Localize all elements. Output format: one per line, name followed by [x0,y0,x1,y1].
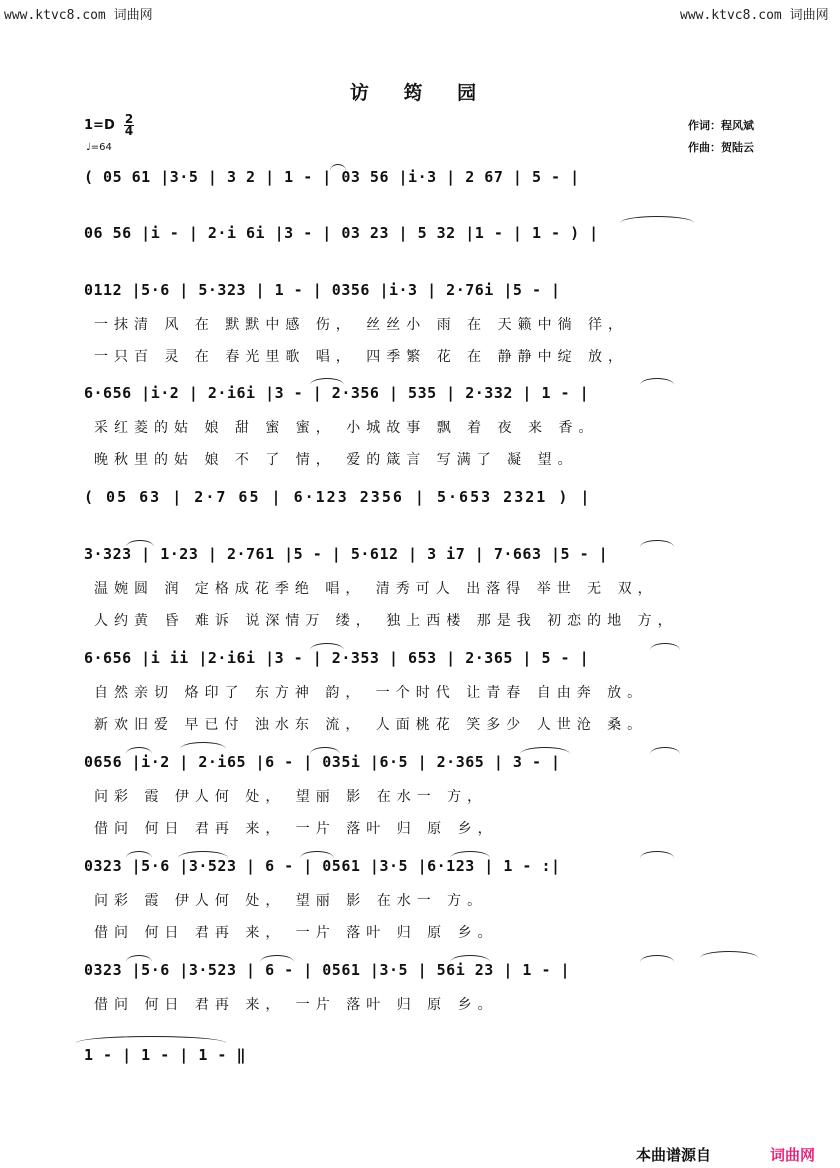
slur-mark [126,851,152,858]
slur-mark [650,747,680,754]
tie-mark [620,216,694,223]
watermark-left: www.ktvc8.com 词曲网 [4,8,153,23]
lyric-line-3b: 一只百 灵 在 春光里歌 唱， 四季繁 花 在 静静中绽 放， [94,349,629,365]
slur-mark [310,747,340,754]
composer-credit: 作曲：贺陆云 [688,141,754,154]
slur-mark [126,747,152,754]
lyric-line-3a: 一抹清 风 在 默默中感 伤， 丝丝小 雨 在 天籁中徜 徉， [94,317,629,333]
lyric-line-4b: 晚秋里的姑 娘 不 了 情， 爱的箴言 写满了 凝 望。 [94,452,578,468]
slur-mark [450,851,490,858]
slur-mark [520,747,570,754]
slur-mark [260,955,294,962]
notation-line-1: ( 05 61 |3·5 | 3 2 | 1 - | 03 56 |i·3 | 2 67 | 5 - | [84,168,580,186]
time-signature [124,114,134,137]
lyric-line-9a: 问彩 霞 伊人何 处， 望丽 影 在水一 方。 [94,893,488,909]
slur-mark [126,540,154,547]
notation-line-8: 0656 |i·2 | 2·i65 |6 - | 035i |6·5 | 2·365 | 3 - | [84,753,561,771]
footer-logo[interactable]: 词曲网 [770,1146,816,1164]
slur-mark [178,851,228,858]
notation-line-4: 6·656 |i·2 | 2·i6i |3 - | 2·356 | 535 | 2·332 | 1 - | [84,384,590,402]
key-signature: 1=D [84,118,115,133]
lyric-line-4a: 采红菱的姑 娘 甜 蜜 蜜， 小城故事 飘 着 夜 来 香。 [94,420,599,436]
notation-line-2: 06 56 |i - | 2·i 6i |3 - | 03 23 | 5 32 |1 - | 1 - ) | [84,224,599,242]
lyric-line-9b: 借问 何日 君再 来， 一片 落叶 归 原 乡。 [94,925,498,941]
slur-mark [640,540,674,547]
notation-line-10: 0323 |5·6 |3·523 | 6 - | 0561 |3·5 | 56i 23 | 1 - | [84,961,571,979]
notation-line-6: 3·323 | 1·23 | 2·761 |5 - | 5·612 | 3 i7 | 7·663 |5 - | [84,545,609,563]
notation-line-9: 0323 |5·6 |3·523 | 6 - | 0561 |3·5 |6·123 | 1 - :| [84,857,561,875]
slur-mark [310,378,344,385]
tie-mark [76,1036,226,1043]
watermark-right: www.ktvc8.com 词曲网 [680,8,829,23]
tempo-mark: ♩=64 [86,142,112,153]
lyric-line-10a: 借问 何日 君再 来， 一片 落叶 归 原 乡。 [94,997,498,1013]
time-signature-bottom: 4 [124,124,134,138]
notation-line-5: ( 05 63 | 2·7 65 | 6·123 2356 | 5·653 2321 ) | [84,488,592,506]
slur-mark [650,643,680,650]
slur-mark [180,742,226,749]
slur-mark [330,164,346,171]
slur-mark [126,955,152,962]
lyric-line-7a: 自然亲切 烙印了 东方神 韵， 一个时代 让青春 自由奔 放。 [94,685,648,701]
notation-line-3: 0112 |5·6 | 5·323 | 1 - | 0356 |i·3 | 2·76i |5 - | [84,281,561,299]
slur-mark [450,955,490,962]
notation-line-11: 1 - | 1 - | 1 - ‖ [84,1046,247,1064]
slur-mark [300,851,334,858]
lyricist-credit: 作词：程风斌 [688,119,754,132]
notation-line-7: 6·656 |i ii |2·i6i |3 - | 2·353 | 653 | 2·365 | 5 - | [84,649,590,667]
slur-mark [640,378,674,385]
footer-source: 本曲谱源自 [636,1146,712,1164]
lyric-line-6a: 温婉圆 润 定格成花季绝 唱， 清秀可人 出落得 举世 无 双， [94,581,658,597]
lyric-line-7b: 新欢旧爱 早已付 浊水东 流， 人面桃花 笑多少 人世沧 桑。 [94,717,648,733]
slur-mark [640,955,674,962]
lyric-line-6b: 人约黄 昏 难诉 说深情万 缕， 独上西楼 那是我 初恋的地 方， [94,613,678,629]
slur-mark [640,851,674,858]
time-signature-top: 2 [124,112,134,126]
lyric-line-8b: 借问 何日 君再 来， 一片 落叶 归 原 乡， [94,821,498,837]
tie-mark [700,951,758,958]
slur-mark [310,643,344,650]
song-title: 访 筠 园 [349,82,491,104]
lyric-line-8a: 问彩 霞 伊人何 处， 望丽 影 在水一 方， [94,789,488,805]
